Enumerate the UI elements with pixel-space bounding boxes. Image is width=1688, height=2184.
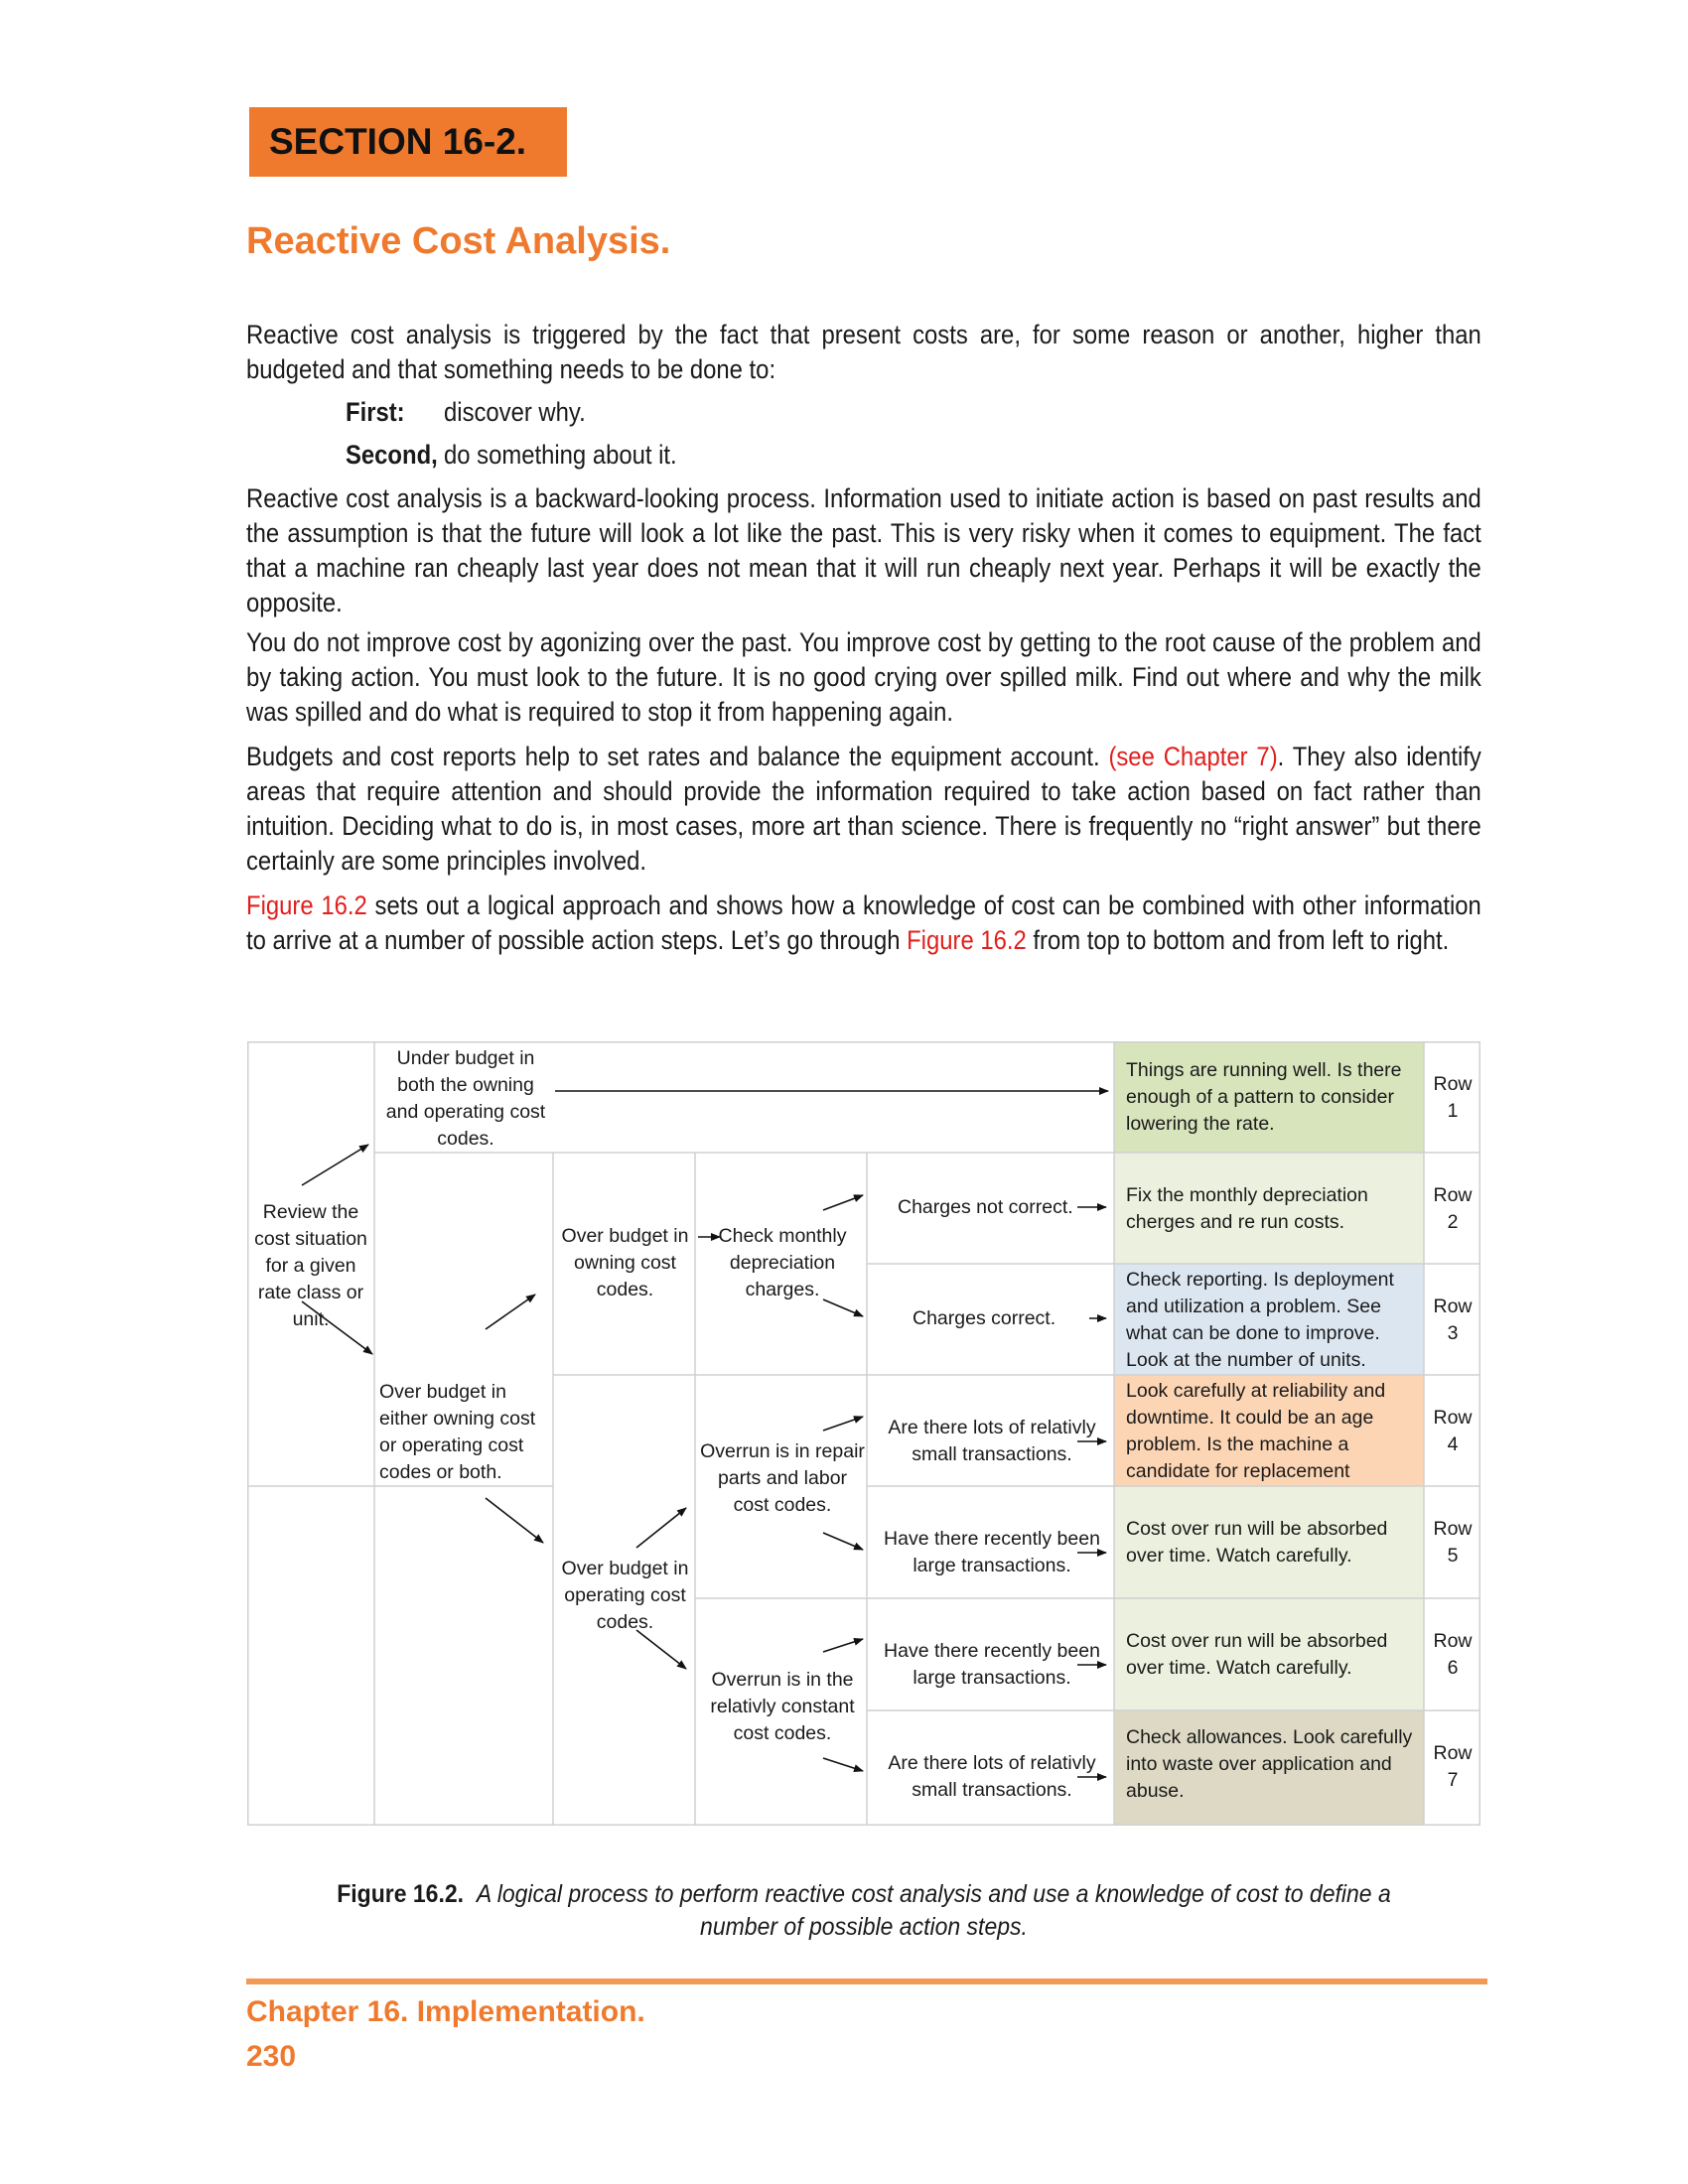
footer-rule	[246, 1979, 1487, 1984]
lots-small-transactions-1: Are there lots of relativly small transactions.	[888, 1417, 1096, 1465]
figure-16-2-diagram	[247, 1041, 1480, 1826]
intro-paragraph: Reactive cost analysis is triggered by the fact that present costs are, for some reason or another, higher than budgeted and that something needs to be done to:	[246, 320, 1481, 384]
page-title: Reactive Cost Analysis.	[246, 220, 671, 262]
charges-not-correct: Charges not correct.	[898, 1196, 1073, 1218]
page-number: 230	[246, 2040, 297, 2073]
step-second	[346, 438, 677, 473]
outcome-row-4: Look carefully at reliability and downtime. It could be an age problem. Is the machine a candidate for replacement	[1126, 1380, 1386, 1482]
outcome-row-6: Cost over run will be absorbed over time. Watch carefully.	[1126, 1630, 1388, 1679]
paragraph-2: You do not improve cost by agonizing over the past. You improve cost by getting to the root cause of the problem and by taking action. You must look to the future. It is no good crying over spilled milk. Find out where and why the milk was spilled and do what is required to stop it from happening again.	[246, 627, 1481, 727]
over-budget-either: Over budget in either owning cost or operating cost codes or both.	[379, 1381, 536, 1483]
row-label-4: Row 4	[1433, 1407, 1473, 1455]
chapter-7-link[interactable]: (see Chapter 7)	[1108, 742, 1278, 771]
step-first-label: First:	[346, 397, 405, 427]
overrun-repair: Overrun is in repair parts and labor cost codes.	[700, 1440, 865, 1516]
row-label-5: Row 5	[1433, 1518, 1473, 1567]
over-budget-operating: Over budget in operating cost codes.	[561, 1558, 689, 1633]
paragraph-3-a: Budgets and cost reports help to set rates and balance the equipment account.	[246, 742, 1109, 771]
charges-correct: Charges correct.	[913, 1307, 1056, 1329]
row-label-1: Row 1	[1433, 1073, 1473, 1122]
lots-small-transactions-2: Are there lots of relativly small transactions.	[888, 1752, 1096, 1801]
caption-text: A logical process to perform reactive cost analysis and use a knowledge of cost to define a number of possible action steps.	[476, 1880, 1391, 1941]
outcome-row-5: Cost over run will be absorbed over time. Watch carefully.	[1126, 1518, 1388, 1567]
recent-large-transactions-1: Have there recently been large transactions.	[884, 1528, 1100, 1576]
paragraph-1: Reactive cost analysis is a backward-looking process. Information used to initiate action is based on past results and the assumption is that the future will look a lot like the past. This is very risky when it comes to equipment. The fact that a machine ran cheaply last year does not mean that it will run cheaply next year. Perhaps it will be exactly the opposite.	[246, 483, 1481, 617]
figure-caption	[298, 1878, 1431, 1944]
figure-link-1[interactable]: Figure 16.2	[246, 890, 367, 920]
outcome-row-7: Check allowances. Look carefully into waste over application and abuse.	[1126, 1726, 1413, 1802]
overrun-constant: Overrun is in the relativly constant cost codes.	[710, 1669, 855, 1744]
paragraph-4-b: from top to bottom and from left to right.	[1026, 925, 1450, 955]
section-badge	[249, 107, 567, 177]
row-label-3: Row 3	[1433, 1296, 1473, 1344]
figure-link-2[interactable]: Figure 16.2	[907, 925, 1027, 955]
recent-large-transactions-2: Have there recently been large transactions.	[884, 1640, 1100, 1689]
outcome-row-2: Fix the monthly depreciation cherges and re run costs.	[1126, 1184, 1368, 1233]
row-label-7: Row 7	[1433, 1742, 1473, 1791]
review-cost-situation: Review the cost situation for a given rate class or unit.	[254, 1201, 367, 1330]
outcome-row-3: Check reporting. Is deployment and utilization a problem. See what can be done to improve. Look at the number of units.	[1126, 1269, 1394, 1371]
step-first-text: discover why.	[444, 397, 586, 427]
step-second-label: Second,	[346, 440, 438, 470]
caption-label: Figure 16.2.	[337, 1880, 465, 1908]
step-second-text: do something about it.	[444, 440, 677, 470]
paragraph-3	[246, 740, 1481, 879]
row-label-6: Row 6	[1433, 1630, 1473, 1679]
section-label: SECTION 16-2.	[269, 121, 527, 162]
paragraph-4	[246, 888, 1481, 958]
footer-chapter: Chapter 16. Implementation.	[246, 1995, 645, 2028]
step-first	[346, 395, 586, 430]
paragraph-3-b: . They also identify areas that require attention and should provide the information required to take action based on fact rather than intuition. Deciding what to do is, in most cases, more art than science. There is frequently no “right answer” but there certainly are some principles involved.	[246, 742, 1481, 876]
row-label-2: Row 2	[1433, 1184, 1473, 1233]
paragraph-4-a: sets out a logical approach and shows how a knowledge of cost can be combined with other information to arrive at a number of possible action steps. Let’s go through	[246, 890, 1481, 955]
under-budget-both: Under budget in both the owning and operating cost codes.	[385, 1047, 546, 1150]
check-depreciation: Check monthly depreciation charges.	[718, 1225, 847, 1300]
over-budget-owning: Over budget in owning cost codes.	[561, 1225, 689, 1300]
outcome-row-1: Things are running well. Is there enough of a pattern to consider lowering the rate.	[1126, 1059, 1402, 1135]
